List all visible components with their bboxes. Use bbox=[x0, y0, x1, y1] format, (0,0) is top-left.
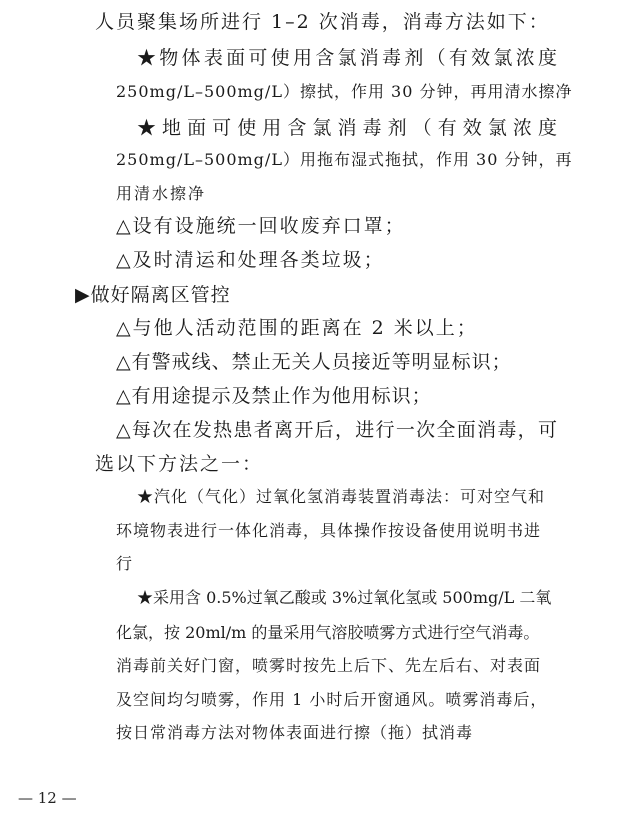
text-line: △设有设施统一回收废弃口罩； bbox=[116, 215, 406, 237]
text-line: 环境物表进行一体化消毒，具体操作按设备使用说明书进 bbox=[116, 521, 542, 540]
text-line: 化氯，按 20ml/m 的量采用气溶胶喷雾方式进行空气消毒。 bbox=[116, 623, 540, 642]
text-line: △每次在发热患者离开后，进行一次全面消毒，可 bbox=[116, 419, 557, 441]
text-line: △有用途提示及禁止作为他用标识； bbox=[116, 385, 432, 407]
text-line: 及空间均匀喷雾，作用 1 小时后开窗通风。喷雾消毒后， bbox=[116, 690, 548, 709]
text-line: 250mg/L–500mg/L）用拖布湿式拖拭，作用 30 分钟，再 bbox=[116, 150, 573, 169]
text-line: △及时清运和处理各类垃圾； bbox=[116, 249, 385, 271]
text-line: 按日常消毒方法对物体表面进行擦（拖）拭消毒 bbox=[116, 723, 474, 742]
text-line: ★物体表面可使用含氯消毒剂（有效氯浓度 bbox=[137, 47, 557, 69]
text-line: 人员聚集场所进行 1–2 次消毒，消毒方法如下： bbox=[95, 11, 550, 33]
text-line: 选以下方法之一： bbox=[95, 453, 264, 475]
text-line: ★采用含 0.5%过氧乙酸或 3%过氧化氢或 500mg/L 二氧 bbox=[137, 588, 552, 607]
text-line: 用清水擦净 bbox=[116, 184, 207, 203]
text-line: ★地面可使用含氯消毒剂（有效氯浓度 bbox=[137, 117, 557, 139]
text-line: 消毒前关好门窗，喷雾时按先上后下、先左后右、对表面 bbox=[116, 656, 542, 675]
page-number: — 12 — bbox=[18, 789, 77, 807]
text-line: 行 bbox=[116, 554, 133, 573]
section-heading: ▶做好隔离区管控 bbox=[75, 284, 231, 306]
text-line: △有警戒线、禁止无关人员接近等明显标识； bbox=[116, 351, 512, 373]
text-line: 250mg/L–500mg/L）擦拭，作用 30 分钟，再用清水擦净 bbox=[116, 82, 573, 101]
text-line: △与他人活动范围的距离在 2 米以上； bbox=[116, 317, 478, 339]
text-line: ★汽化（气化）过氧化氢消毒装置消毒法：可对空气和 bbox=[137, 487, 546, 506]
